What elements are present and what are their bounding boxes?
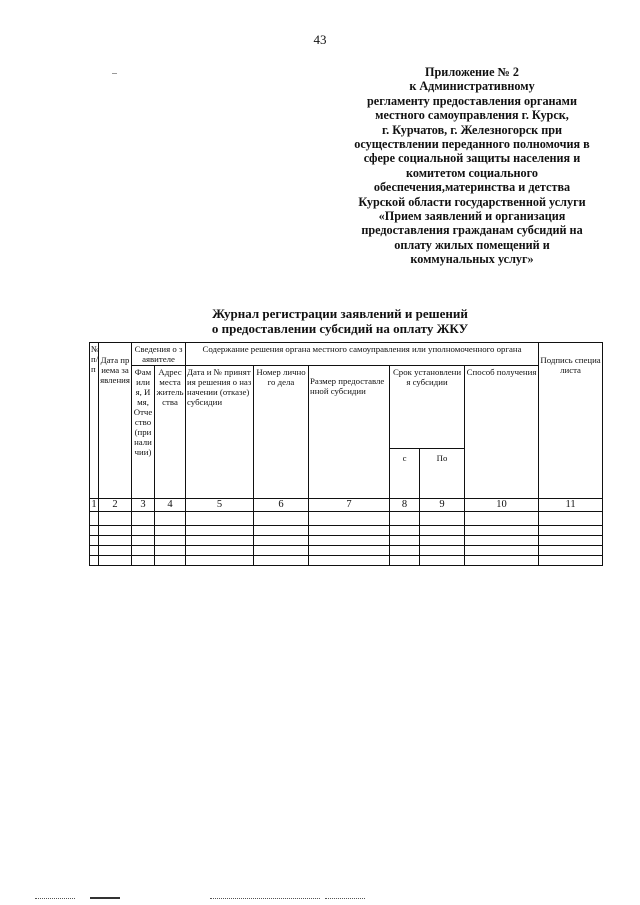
table-row (90, 536, 603, 546)
appendix-line: обеспечения,материнства и детства (373, 180, 571, 195)
column-number: 9 (420, 499, 465, 512)
scan-artifact (90, 897, 120, 899)
table-cell (132, 512, 155, 526)
table-cell (186, 536, 254, 546)
column-number: 7 (309, 499, 390, 512)
table-row (90, 512, 603, 526)
column-number: 4 (155, 499, 186, 512)
appendix-line: регламенту предоставления органами (367, 93, 577, 108)
header-cell-address: Адрес места жительства (155, 366, 186, 499)
header-cell-signature: Подпись специалиста (539, 343, 603, 499)
header-cell-to: По (420, 449, 465, 499)
table-cell (132, 556, 155, 566)
scan-artifact (325, 898, 365, 900)
table-cell (465, 536, 539, 546)
table-cell (99, 536, 132, 546)
column-number: 3 (132, 499, 155, 512)
header-cell-decision-date: Дата и № принятия решения о назначении (отказе) субсидии (186, 366, 254, 499)
table-cell (309, 546, 390, 556)
table-cell (186, 526, 254, 536)
table-cell (390, 526, 420, 536)
column-number: 11 (539, 499, 603, 512)
appendix-line: Приложение № 2 (425, 65, 519, 79)
header-cell-date: Дата приема заявления (99, 343, 132, 499)
table-row (90, 556, 603, 566)
table-cell (254, 512, 309, 526)
table-cell (90, 556, 99, 566)
table-cell (539, 536, 603, 546)
table-cell (309, 556, 390, 566)
table-cell (539, 512, 603, 526)
column-number-row (90, 499, 603, 512)
table-cell (186, 556, 254, 566)
journal-title-line: Журнал регистрации заявлений и решений (212, 306, 468, 321)
table-cell (186, 512, 254, 526)
header-cell-applicant: Сведения о заявителе (132, 343, 186, 366)
table-cell (90, 546, 99, 556)
table-cell (539, 526, 603, 536)
appendix-line: г. Курчатов, г. Железногорск при (381, 122, 563, 137)
table-cell (420, 526, 465, 536)
scan-mark (112, 73, 117, 74)
header-cell-fio: Фамилия, Имя, Отчество (при наличии) (132, 366, 155, 499)
table-cell (420, 536, 465, 546)
table-cell (155, 536, 186, 546)
table-cell (99, 546, 132, 556)
table-cell (390, 512, 420, 526)
appendix-line: коммунальных услуг» (410, 252, 534, 267)
header-cell-decision: Содержание решения органа местного самоуправления или уполномоченного органа (186, 343, 539, 366)
table-cell (539, 556, 603, 566)
table-cell (465, 512, 539, 526)
header-row (90, 366, 603, 449)
appendix-line: «Прием заявлений и организация (378, 209, 566, 224)
column-number: 1 (91, 499, 97, 510)
table-cell (390, 546, 420, 556)
scan-artifact (35, 898, 75, 900)
appendix-line: к Административному (409, 79, 535, 94)
table-row (90, 546, 603, 556)
table-cell (155, 546, 186, 556)
table-cell (309, 536, 390, 546)
journal-title-line: о предоставлении субсидий на оплату ЖКУ (211, 321, 469, 336)
appendix-line: сфере социальной защиты населения и (363, 151, 581, 166)
table-cell (99, 512, 132, 526)
header-cell-case-number: Номер личного дела (254, 366, 309, 499)
appendix-line: местного самоуправления г. Курск, (375, 108, 569, 123)
appendix-line: Курской области государственной услуги (358, 194, 586, 209)
journal-title (170, 306, 510, 336)
table-cell (420, 512, 465, 526)
table-cell (90, 536, 99, 546)
appendix-line: оплату жилых помещений и (394, 237, 550, 252)
table-cell (132, 526, 155, 536)
column-number: 10 (465, 499, 539, 512)
table-cell (99, 526, 132, 536)
page-number: 43 (313, 32, 327, 47)
table-cell (465, 556, 539, 566)
appendix-line: комитетом социального (406, 165, 538, 180)
table-cell (309, 512, 390, 526)
table-cell (90, 526, 99, 536)
table-cell (254, 526, 309, 536)
column-number: 8 (390, 499, 420, 512)
table-cell (465, 526, 539, 536)
table-cell (390, 556, 420, 566)
table-cell (390, 536, 420, 546)
table-cell (186, 546, 254, 556)
table-cell (132, 536, 155, 546)
column-number: 6 (254, 499, 309, 512)
header-cell-method: Способ получения (465, 366, 539, 499)
appendix-line: предоставления гражданам субсидий на (361, 223, 583, 238)
table-cell (99, 556, 132, 566)
column-number: 5 (186, 499, 254, 512)
table-cell (254, 556, 309, 566)
scan-artifact (210, 898, 320, 900)
table-cell (539, 546, 603, 556)
table-cell (254, 546, 309, 556)
table-row (90, 526, 603, 536)
table-cell (254, 536, 309, 546)
table-cell (420, 556, 465, 566)
header-row (90, 343, 603, 366)
header-cell-no: № п/п (90, 343, 99, 499)
table-cell (155, 556, 186, 566)
table-cell (155, 526, 186, 536)
header-cell-from: с (390, 449, 420, 499)
table-cell (309, 526, 390, 536)
table-cell (132, 546, 155, 556)
table-cell (420, 546, 465, 556)
table-cell (155, 512, 186, 526)
column-number: 2 (99, 499, 132, 512)
header-cell-term: Срок установления субсидии (390, 366, 465, 449)
appendix-header (322, 65, 622, 267)
appendix-line: осуществлении переданного полномочия в (354, 137, 590, 152)
table-cell (90, 512, 99, 526)
table-cell (465, 546, 539, 556)
registration-journal-table (89, 342, 603, 566)
header-cell-amount: Размер предоставленной субсидии (309, 366, 390, 499)
